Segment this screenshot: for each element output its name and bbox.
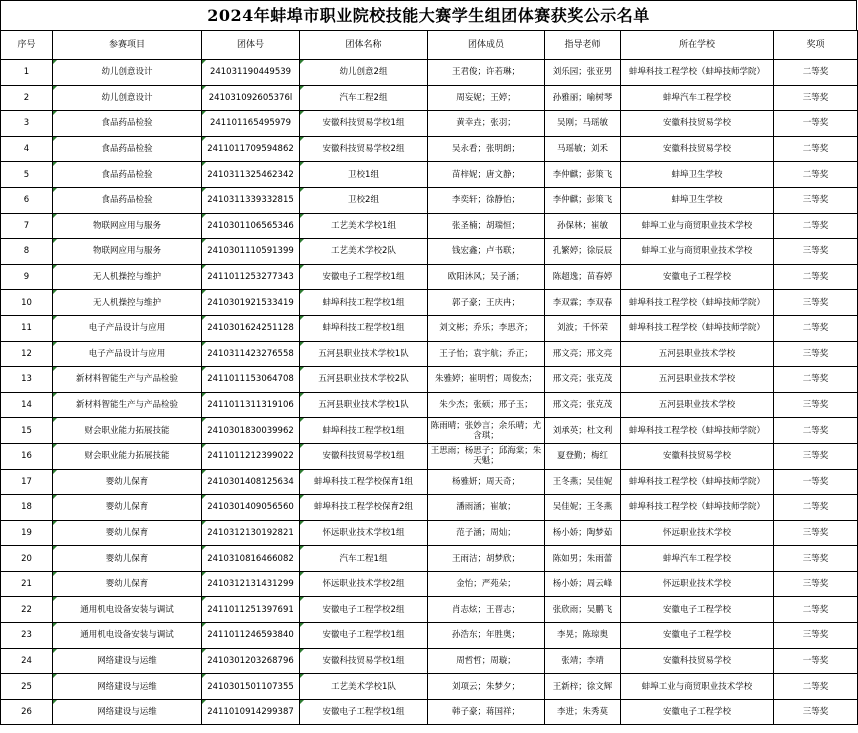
cell-index: 22 [1,597,53,623]
cell-index: 14 [1,392,53,418]
cell-event: 食品药品检验 [53,162,202,188]
cell-teachers: 刘波；千怀荣 [545,315,621,341]
cell-award: 三等奖 [774,392,858,418]
cell-school: 安徽电子工程学校 [621,597,774,623]
cell-team-name: 怀远职业技术学校1组 [300,520,428,546]
cell-teachers: 李进；朱秀莫 [545,699,621,725]
cell-school: 蚌埠科技工程学校（蚌埠技师学院） [621,495,774,521]
cell-team-id: 241030162425112​8 [202,315,300,341]
cell-members: 王思雨；杨思子；邱海棠；朱天魁； [428,443,545,469]
cell-members: 吴永看；张明朗； [428,136,545,162]
table-row [1,162,858,188]
cell-team-name: 安徽电子工程学校1组 [300,264,428,290]
cell-event: 婴幼儿保育 [53,571,202,597]
header-award: 奖项 [774,31,858,60]
cell-members: 朱少杰；张硕；邢子玉； [428,392,545,418]
cell-award: 一等奖 [774,469,858,495]
cell-event: 食品药品检验 [53,111,202,137]
cell-team-name: 安徽电子工程学校2组 [300,597,428,623]
cell-members: 朱雅婷；崔明哲；周俊杰； [428,367,545,393]
cell-award: 三等奖 [774,443,858,469]
cell-award: 二等奖 [774,213,858,239]
cell-teachers: 张欣雨；吴鹏飞 [545,597,621,623]
cell-award: 二等奖 [774,60,858,86]
table-row [1,648,858,674]
cell-event: 网络建设与运维 [53,674,202,700]
cell-team-name: 五河县职业技术学校1队 [300,392,428,418]
cell-team-id: 241030110656534​6 [202,213,300,239]
cell-members: 王君俊；许若琳； [428,60,545,86]
cell-teachers: 夏登勤；梅红 [545,443,621,469]
cell-index: 20 [1,546,53,572]
cell-teachers: 吴刚；马瑶敏 [545,111,621,137]
cell-award: 三等奖 [774,290,858,316]
cell-school: 蚌埠汽车工程学校 [621,85,774,111]
cell-index: 25 [1,674,53,700]
cell-school: 五河县职业技术学校 [621,341,774,367]
cell-team-name: 汽车工程1组 [300,546,428,572]
cell-index: 5 [1,162,53,188]
cell-index: 13 [1,367,53,393]
table-row [1,136,858,162]
cell-teachers: 邢文亮；张克茂 [545,392,621,418]
cell-index: 23 [1,623,53,649]
cell-event: 网络建设与运维 [53,648,202,674]
header-row [1,31,858,60]
cell-team-id: 241030120326879​6 [202,648,300,674]
cell-members: 金怡；严苑朵； [428,571,545,597]
cell-award: 二等奖 [774,264,858,290]
cell-index: 9 [1,264,53,290]
cell-teachers: 杨小娇；陶梦茹 [545,520,621,546]
cell-school: 五河县职业技术学校 [621,367,774,393]
cell-teachers: 马瑶敏；刘禾 [545,136,621,162]
cell-team-id: 241031213019282​1 [202,520,300,546]
cell-award: 三等奖 [774,546,858,572]
cell-school: 蚌埠科技工程学校（蚌埠技师学院） [621,315,774,341]
cell-team-name: 蚌埠科技工程学校1组 [300,315,428,341]
cell-team-name: 五河县职业技术学校1队 [300,341,428,367]
cell-event: 食品药品检验 [53,187,202,213]
cell-team-name: 安徽科技贸易学校1组 [300,111,428,137]
cell-members: 黄幸垚；张羽； [428,111,545,137]
cell-team-id: 241030150110735​5 [202,674,300,700]
cell-team-id: 241031142327655​8 [202,341,300,367]
cell-award: 二等奖 [774,674,858,700]
cell-teachers: 刘乐园；张亚男 [545,60,621,86]
table-row [1,341,858,367]
cell-members: 李奕轩；徐静怡； [428,187,545,213]
cell-teachers: 孙雅丽；喻树琴 [545,85,621,111]
cell-school: 安徽电子工程学校 [621,623,774,649]
table-row [1,213,858,239]
cell-award: 三等奖 [774,187,858,213]
table-row [1,85,858,111]
cell-award: 一等奖 [774,648,858,674]
table-row [1,674,858,700]
cell-event: 婴幼儿保育 [53,469,202,495]
cell-teachers: 孙保林；崔敏 [545,213,621,239]
cell-award: 二等奖 [774,597,858,623]
cell-team-id: 241031133933281​5 [202,187,300,213]
cell-event: 财会职业能力拓展技能 [53,443,202,469]
table-row [1,290,858,316]
table-row [1,111,858,137]
cell-index: 7 [1,213,53,239]
table-row [1,546,858,572]
cell-team-id: 241101125327734​3 [202,264,300,290]
cell-members: 陈雨晴；张妙言；余乐晴；尤含琪； [428,418,545,444]
cell-award: 三等奖 [774,239,858,265]
table-row [1,315,858,341]
table-body [1,60,858,725]
cell-school: 安徽科技贸易学校 [621,136,774,162]
cell-school: 怀远职业技术学校 [621,571,774,597]
cell-team-name: 汽车工程2组 [300,85,428,111]
cell-team-name: 工艺美术学校2队 [300,239,428,265]
cell-school: 蚌埠科技工程学校（蚌埠技师学院） [621,418,774,444]
cell-team-name: 工艺美术学校1组 [300,213,428,239]
cell-event: 婴幼儿保育 [53,546,202,572]
cell-members: 王雨洁；胡梦欣； [428,546,545,572]
cell-school: 蚌埠工业与商贸职业技术学校 [621,213,774,239]
cell-teachers: 刘承英；杜文利 [545,418,621,444]
cell-team-id: 241101131131910​6 [202,392,300,418]
cell-index: 6 [1,187,53,213]
table-row [1,239,858,265]
table-row [1,187,858,213]
cell-members: 范子涵；周灿； [428,520,545,546]
cell-school: 安徽科技贸易学校 [621,111,774,137]
cell-members: 肖志炫；王晋志； [428,597,545,623]
header-index: 序号 [1,31,53,60]
cell-team-id: 241101091429938​7 [202,699,300,725]
cell-award: 二等奖 [774,162,858,188]
cell-team-id: 241031190449539 [202,60,300,86]
cell-teachers: 王新梓；徐文辉 [545,674,621,700]
cell-team-name: 怀远职业技术学校2组 [300,571,428,597]
cell-school: 蚌埠卫生学校 [621,187,774,213]
cell-team-id: 241101170959486​2 [202,136,300,162]
cell-teachers: 李晃；陈琼奥 [545,623,621,649]
cell-team-id: 241031132546234​2 [202,162,300,188]
cell-team-name: 安徽电子工程学校1组 [300,623,428,649]
table-row [1,520,858,546]
cell-team-id: 241030140812563​4 [202,469,300,495]
table-row [1,60,858,86]
cell-school: 五河县职业技术学校 [621,392,774,418]
cell-team-id: 241101124659384​0 [202,623,300,649]
header-event: 参赛项目 [53,31,202,60]
cell-members: 王子怡；袁宇航；乔正； [428,341,545,367]
cell-school: 蚌埠汽车工程学校 [621,546,774,572]
cell-teachers: 王冬燕；吴佳妮 [545,469,621,495]
header-team-name: 团体名称 [300,31,428,60]
cell-teachers: 陈如男；朱雨蕾 [545,546,621,572]
cell-award: 三等奖 [774,571,858,597]
cell-event: 网络建设与运维 [53,699,202,725]
cell-members: 杨雅妍；周天奇； [428,469,545,495]
cell-index: 10 [1,290,53,316]
cell-teachers: 张靖；李靖 [545,648,621,674]
cell-members: 张圣楠；胡瑞恒； [428,213,545,239]
cell-members: 欧阳沐风；吴子涵； [428,264,545,290]
cell-award: 二等奖 [774,367,858,393]
cell-team-name: 卫校1组 [300,162,428,188]
header-school: 所在学校 [621,31,774,60]
header-teachers: 指导老师 [545,31,621,60]
cell-team-id: 241030140905656​0 [202,495,300,521]
cell-school: 安徽科技贸易学校 [621,443,774,469]
cell-event: 通用机电设备安装与调试 [53,623,202,649]
cell-team-id: 241030192153341​9 [202,290,300,316]
header-members: 团体成员 [428,31,545,60]
cell-members: 孙浩东；年胜奥； [428,623,545,649]
cell-school: 怀远职业技术学校 [621,520,774,546]
cell-teachers: 李双霖；李双春 [545,290,621,316]
cell-team-id: 241031081646608​2 [202,546,300,572]
cell-teachers: 陈超逸；苗春婷 [545,264,621,290]
cell-index: 16 [1,443,53,469]
cell-team-name: 安徽科技贸易学校2组 [300,136,428,162]
cell-school: 安徽科技贸易学校 [621,648,774,674]
sheet-title: 2024年蚌埠市职业院校技能大赛学生组团体赛获奖公示名单 [0,0,857,30]
cell-event: 幼儿创意设计 [53,85,202,111]
cell-school: 蚌埠工业与商贸职业技术学校 [621,239,774,265]
cell-team-name: 蚌埠科技工程学校保育1组 [300,469,428,495]
cell-team-name: 工艺美术学校1队 [300,674,428,700]
cell-school: 蚌埠科技工程学校（蚌埠技师学院） [621,290,774,316]
cell-index: 17 [1,469,53,495]
cell-team-name: 蚌埠科技工程学校1组 [300,290,428,316]
cell-team-name: 五河县职业技术学校2队 [300,367,428,393]
cell-members: 潘雨涵；崔敏； [428,495,545,521]
cell-event: 物联网应用与服务 [53,239,202,265]
cell-team-name: 卫校2组 [300,187,428,213]
cell-index: 19 [1,520,53,546]
cell-award: 三等奖 [774,85,858,111]
cell-school: 蚌埠工业与商贸职业技术学校 [621,674,774,700]
table-row [1,443,858,469]
table-row [1,469,858,495]
cell-team-name: 蚌埠科技工程学校1组 [300,418,428,444]
cell-school: 蚌埠科技工程学校（蚌埠技师学院） [621,469,774,495]
cell-index: 3 [1,111,53,137]
cell-team-id: 241101165495979 [202,111,300,137]
cell-award: 二等奖 [774,136,858,162]
cell-index: 11 [1,315,53,341]
cell-award: 二等奖 [774,315,858,341]
cell-team-name: 安徽科技贸易学校1组 [300,648,428,674]
table-row [1,699,858,725]
cell-index: 15 [1,418,53,444]
cell-index: 26 [1,699,53,725]
cell-event: 通用机电设备安装与调试 [53,597,202,623]
cell-index: 21 [1,571,53,597]
cell-award: 三等奖 [774,520,858,546]
cell-team-id: 241101121239902​2 [202,443,300,469]
cell-event: 无人机操控与维护 [53,290,202,316]
cell-teachers: 吴佳妮；王冬燕 [545,495,621,521]
cell-event: 无人机操控与维护 [53,264,202,290]
cell-members: 韩子豪；蒋国祥； [428,699,545,725]
cell-members: 刘项云；朱梦夕； [428,674,545,700]
cell-school: 蚌埠卫生学校 [621,162,774,188]
cell-team-id: 241031092605376l [202,85,300,111]
cell-team-id: 241030183003996​2 [202,418,300,444]
cell-award: 三等奖 [774,341,858,367]
cell-award: 二等奖 [774,495,858,521]
header-team-id: 团体号 [202,31,300,60]
cell-team-id: 241101125139769​1 [202,597,300,623]
cell-award: 三等奖 [774,623,858,649]
cell-members: 郭子豪；王庆冉； [428,290,545,316]
cell-index: 18 [1,495,53,521]
cell-team-id: 241030111059139​9 [202,239,300,265]
table-row [1,623,858,649]
cell-event: 婴幼儿保育 [53,520,202,546]
table-row [1,571,858,597]
cell-event: 财会职业能力拓展技能 [53,418,202,444]
cell-teachers: 杨小娇；周云峰 [545,571,621,597]
cell-award: 一等奖 [774,111,858,137]
cell-event: 婴幼儿保育 [53,495,202,521]
cell-teachers: 邢文亮；张克茂 [545,367,621,393]
cell-event: 幼儿创意设计 [53,60,202,86]
table-row [1,597,858,623]
cell-teachers: 李仲麒；彭策飞 [545,162,621,188]
cell-teachers: 李仲麒；彭策飞 [545,187,621,213]
table-row [1,367,858,393]
award-table [0,30,858,725]
table-row [1,418,858,444]
cell-event: 电子产品设计与应用 [53,315,202,341]
cell-event: 电子产品设计与应用 [53,341,202,367]
cell-index: 1 [1,60,53,86]
cell-index: 12 [1,341,53,367]
cell-team-name: 幼儿创意2组 [300,60,428,86]
cell-team-id: 241031213143129​9 [202,571,300,597]
cell-team-id: 241101115306470​8 [202,367,300,393]
cell-members: 周妄妮；王婷； [428,85,545,111]
cell-teachers: 孔繁婷；徐辰辰 [545,239,621,265]
cell-index: 24 [1,648,53,674]
cell-members: 苗梓妮；唐文静； [428,162,545,188]
cell-index: 4 [1,136,53,162]
cell-school: 安徽电子工程学校 [621,699,774,725]
cell-members: 刘文彬；乔乐；李思齐； [428,315,545,341]
cell-team-name: 安徽电子工程学校1组 [300,699,428,725]
cell-index: 2 [1,85,53,111]
cell-index: 8 [1,239,53,265]
cell-event: 食品药品检验 [53,136,202,162]
cell-event: 物联网应用与服务 [53,213,202,239]
cell-award: 三等奖 [774,699,858,725]
table-row [1,264,858,290]
cell-members: 钱宏鑫；卢书联； [428,239,545,265]
cell-team-name: 蚌埠科技工程学校保育2组 [300,495,428,521]
cell-award: 二等奖 [774,418,858,444]
cell-event: 新材料智能生产与产品检验 [53,392,202,418]
cell-teachers: 邢文亮；邢文亮 [545,341,621,367]
table-row [1,392,858,418]
cell-school: 蚌埠科技工程学校（蚌埠技师学院） [621,60,774,86]
table-row [1,495,858,521]
cell-members: 周哲哲；周璇； [428,648,545,674]
cell-team-name: 安徽科技贸易学校1组 [300,443,428,469]
cell-event: 新材料智能生产与产品检验 [53,367,202,393]
cell-school: 安徽电子工程学校 [621,264,774,290]
